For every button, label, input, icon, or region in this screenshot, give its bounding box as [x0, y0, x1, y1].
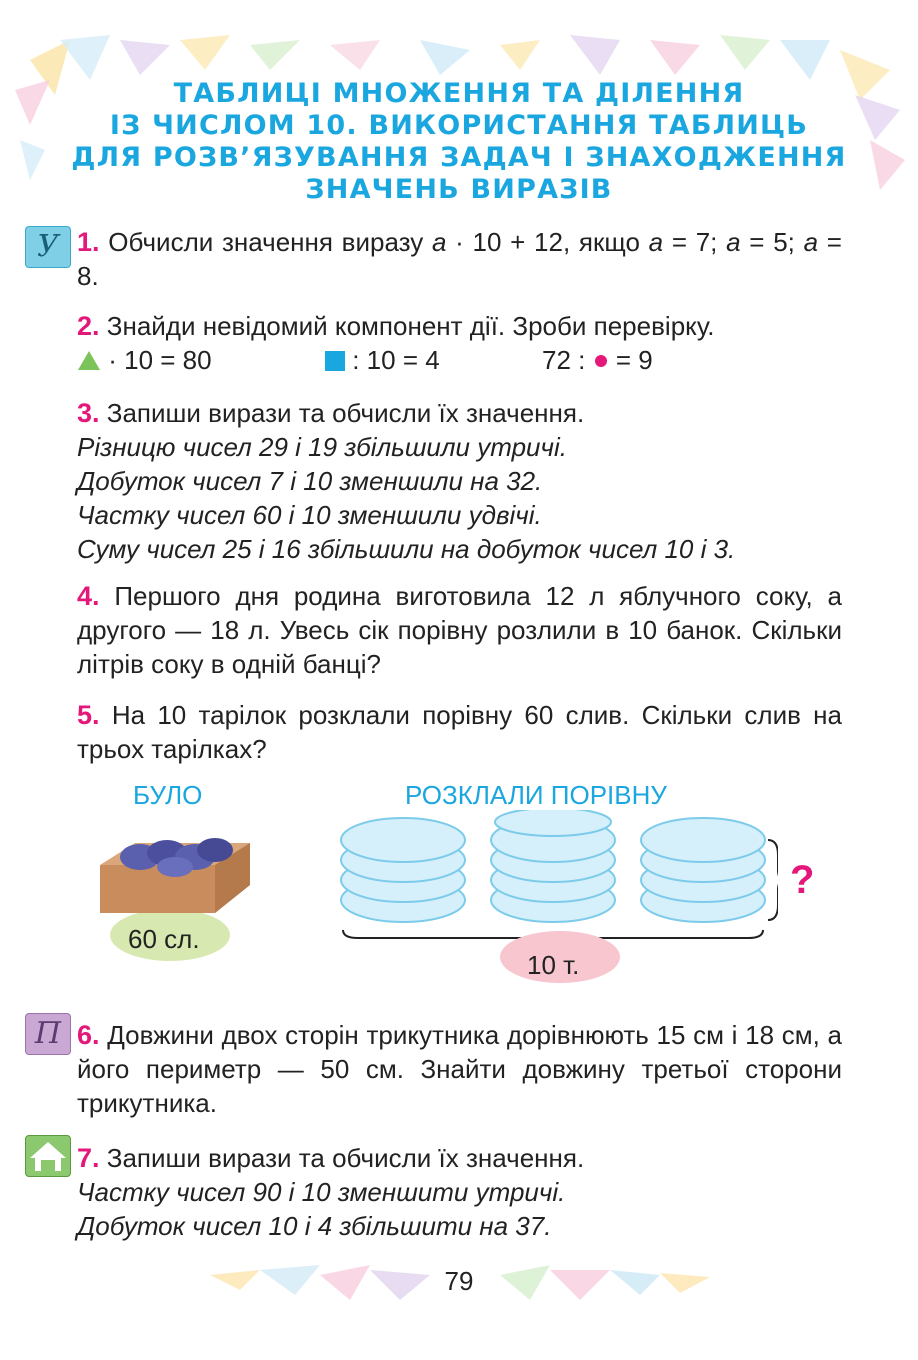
task-7-line: Добуток чисел 10 і 4 збільшити на 37. [77, 1211, 552, 1241]
oral-task-badge [25, 226, 71, 268]
page-number: 79 [444, 1266, 474, 1296]
task-3-line: Добуток чисел 7 і 10 зменшили на 32. [77, 466, 543, 496]
task-number: 7. [77, 1143, 100, 1173]
equation-circle: 72 : = 9 [542, 345, 653, 375]
title-line-3: ДЛЯ РОЗВ’ЯЗУВАННЯ ЗАДАЧ І ЗНАХОДЖЕННЯ [71, 142, 847, 173]
question-mark: ? [790, 858, 815, 902]
badge-letter-u: У [37, 229, 59, 264]
equation-triangle: · 10 = 80 [77, 345, 212, 376]
house-icon [26, 1136, 70, 1176]
task-7: 7. Запиши вирази та обчисли їх значення. Частку чисел 90 і 10 зменшити утричі. Добуток чисел 10 і 4 збільшити на 37. [77, 1141, 842, 1243]
equation-square: : 10 = 4 [325, 345, 440, 376]
task-number: 5. [77, 700, 100, 730]
title-line-2: ІЗ ЧИСЛОМ 10. ВИКОРИСТАННЯ ТАБЛИЦЬ [109, 110, 809, 141]
task-4: 4. Першого дня родина виготовила 12 л яблучного соку, а другого — 18 л. Увесь сік порівну розлили в 10 банок. Скільки літрів соку в одній банці? [77, 581, 842, 679]
task-3-line: Частку чисел 60 і 10 зменшили удвічі. [77, 500, 542, 530]
task-1: 1. Обчисли значення виразу a · 10 + 12, якщо a = 7; a = 5; a = 8. [77, 227, 842, 291]
task-3-line: Суму чисел 25 і 16 збільшили на добуток чисел 10 і 3. [77, 534, 736, 564]
task-number: 2. [77, 311, 100, 341]
square-icon [325, 351, 345, 371]
badge-letter-p: П [34, 1016, 62, 1051]
page-title [40, 78, 878, 206]
title-line-4: ЗНАЧЕНЬ ВИРАЗІВ [305, 174, 613, 205]
triangle-icon [77, 349, 101, 371]
task-3: 3. Запиши вирази та обчисли їх значення. Різницю чисел 29 і 19 збільшили утричі. Добуток чисел 7 і 10 зменшили на 32. Частку чисел 60 і 10 зменшили удвічі. Суму чисел 25 і 16 збільшили на добуток чисел 10 і 3. [77, 396, 842, 566]
task-7-line: Частку чисел 90 і 10 зменшити утричі. [77, 1177, 566, 1207]
task-6: 6. Довжини двох сторін трикутника дорівнюють 15 см і 18 см, а його периметр — 50 см. Знайти довжину третьої сторони трикутника. [77, 1020, 842, 1118]
task-2-equations [77, 345, 777, 381]
title-line-1: ТАБЛИЦІ МНОЖЕННЯ ТА ДІЛЕННЯ [173, 78, 745, 109]
logic-task-badge [25, 1013, 71, 1055]
task-number: 1. [77, 227, 100, 257]
homework-badge [25, 1135, 71, 1177]
task-2: 2. Знайди невідомий компонент дії. Зроби перевірку. [77, 311, 715, 341]
task-number: 3. [77, 398, 100, 428]
label-before: БУЛО [133, 780, 203, 810]
task-5: 5. На 10 тарілок розклали порівну 60 слив. Скільки слив на трьох тарілках? [77, 700, 842, 764]
label-after: РОЗКЛАЛИ ПОРІВНУ [405, 780, 667, 810]
task-number: 6. [77, 1020, 100, 1050]
plates-count-label: 10 т. [527, 950, 580, 980]
plums-count-label: 60 сл. [128, 924, 200, 954]
circle-icon [593, 353, 609, 369]
task-3-line: Різницю чисел 29 і 19 збільшили утричі. [77, 432, 567, 462]
task-number: 4. [77, 581, 100, 611]
